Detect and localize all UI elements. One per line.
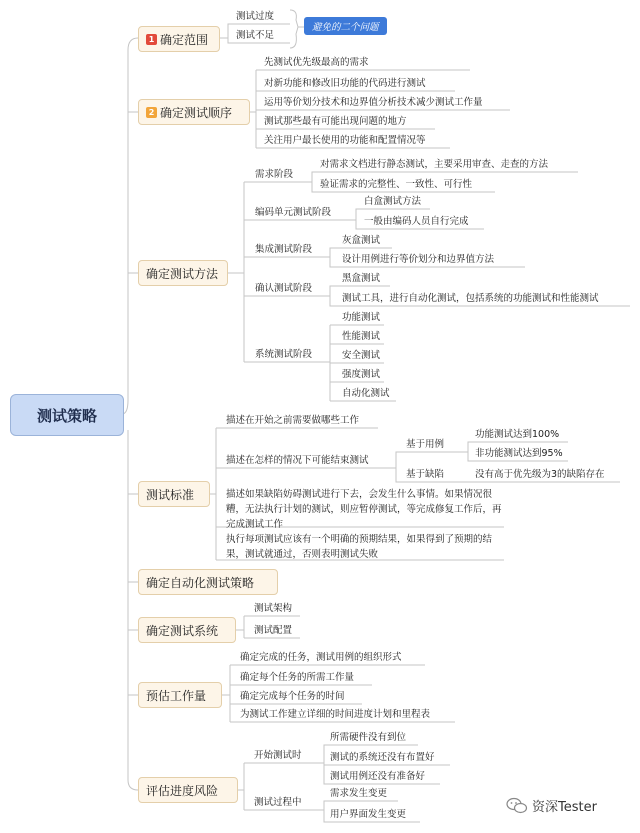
risk-start[interactable]: 开始测试时 [254,750,302,761]
branch-system-label: 确定测试系统 [146,623,219,638]
method-phase[interactable]: 确认测试阶段 [255,283,313,294]
method-phase[interactable]: 集成测试阶段 [255,244,313,255]
effort-item[interactable]: 确定完成每个任务的时间 [240,691,345,702]
scope-callout: 避免的二个问题 [304,17,387,35]
phase-item[interactable]: 测试工具，进行自动化测试，包括系统的功能测试和性能测试 [342,293,599,304]
scope-item[interactable]: 测试过度 [236,11,275,22]
priority-1-icon: 1 [146,34,157,45]
phase-item[interactable]: 黑盒测试 [342,273,381,284]
branch-method-label: 确定测试方法 [146,266,219,281]
branch-order[interactable] [138,99,250,125]
method-phase[interactable]: 需求阶段 [255,169,294,180]
defect-item[interactable]: 没有高于优先级为3的缺陷存在 [475,469,605,480]
risk-start-item[interactable]: 测试的系统还没有布置好 [330,752,435,763]
watermark-text: 资深Tester [532,800,597,815]
case-item[interactable]: 非功能测试达到95% [475,448,563,459]
case-item[interactable]: 功能测试达到100% [475,429,560,440]
order-item[interactable]: 先测试优先级最高的需求 [264,57,369,68]
branch-criteria-label: 测试标准 [146,487,195,502]
method-phase[interactable]: 系统测试阶段 [255,349,313,360]
effort-item[interactable]: 确定每个任务的所需工作量 [240,672,355,683]
method-phase[interactable]: 编码单元测试阶段 [255,207,332,218]
system-item[interactable]: 测试配置 [254,625,293,636]
effort-item[interactable]: 为测试工作建立详细的时间进度计划和里程表 [240,709,431,720]
branch-order-label: 确定测试顺序 [160,105,233,120]
order-item[interactable]: 关注用户最长使用的功能和配置情况等 [264,135,426,146]
branch-risk-label: 评估进度风险 [146,783,219,798]
system-item[interactable]: 测试架构 [254,603,293,614]
order-item[interactable]: 运用等价划分技术和边界值分析技术减少测试工作量 [264,97,483,108]
scope-item[interactable]: 测试不足 [236,30,275,41]
phase-item[interactable]: 设计用例进行等价划分和边界值方法 [342,254,495,265]
phase-item[interactable]: 强度测试 [342,369,381,380]
risk-during-item[interactable]: 需求发生变更 [330,788,388,799]
order-item[interactable]: 测试那些最有可能出现问题的地方 [264,116,407,127]
phase-item[interactable]: 灰盒测试 [342,235,381,246]
branch-system[interactable] [138,617,236,643]
phase-item[interactable]: 验证需求的完整性、一致性、可行性 [320,179,473,190]
phase-item[interactable]: 对需求文档进行静态测试，主要采用审查、走查的方法 [320,159,549,170]
criteria-start[interactable]: 描述在开始之前需要做哪些工作 [226,415,360,426]
criteria-expect[interactable]: 执行每项测试应该有一个明确的预期结果，如果得到了预期的结果，测试就通过，否则表明测试失败 [226,534,493,560]
criteria-block[interactable]: 描述如果缺陷妨碍测试进行下去，会发生什么事情。如果情况很糟，无法执行计划的测试，则应暂停测试，等完成修复工作后，再完成测试工作 [226,489,502,530]
risk-start-item[interactable]: 所需硬件没有到位 [330,732,407,743]
branch-method[interactable] [138,260,228,286]
branch-criteria[interactable] [138,481,210,507]
phase-item[interactable]: 自动化测试 [342,388,390,399]
phase-item[interactable]: 性能测试 [342,331,381,342]
root-node[interactable]: 测试策略 [10,394,124,436]
branch-automation[interactable] [138,569,278,595]
risk-during[interactable]: 测试过程中 [254,797,302,808]
phase-item[interactable]: 安全测试 [342,350,381,361]
risk-start-item[interactable]: 测试用例还没有准备好 [330,771,426,782]
priority-2-icon: 2 [146,107,157,118]
criteria-defect[interactable]: 基于缺陷 [406,469,445,480]
phase-item[interactable]: 一般由编码人员自行完成 [364,216,469,227]
watermark [506,796,597,815]
branch-scope[interactable] [138,26,220,52]
order-item[interactable]: 对新功能和修改旧功能的代码进行测试 [264,78,426,89]
effort-item[interactable]: 确定完成的任务，测试用例的组织形式 [240,652,402,663]
wechat-icon [506,797,528,815]
branch-automation-label: 确定自动化测试策略 [146,575,255,590]
risk-during-item[interactable]: 用户界面发生变更 [330,809,407,820]
criteria-end[interactable]: 描述在怎样的情况下可能结束测试 [226,455,369,466]
phase-item[interactable]: 白盒测试方法 [364,196,422,207]
criteria-case[interactable]: 基于用例 [406,439,445,450]
branch-effort[interactable] [138,682,222,708]
phase-item[interactable]: 功能测试 [342,312,381,323]
branch-scope-label: 确定范围 [160,32,209,47]
branch-effort-label: 预估工作量 [146,688,207,703]
branch-risk[interactable] [138,777,238,803]
